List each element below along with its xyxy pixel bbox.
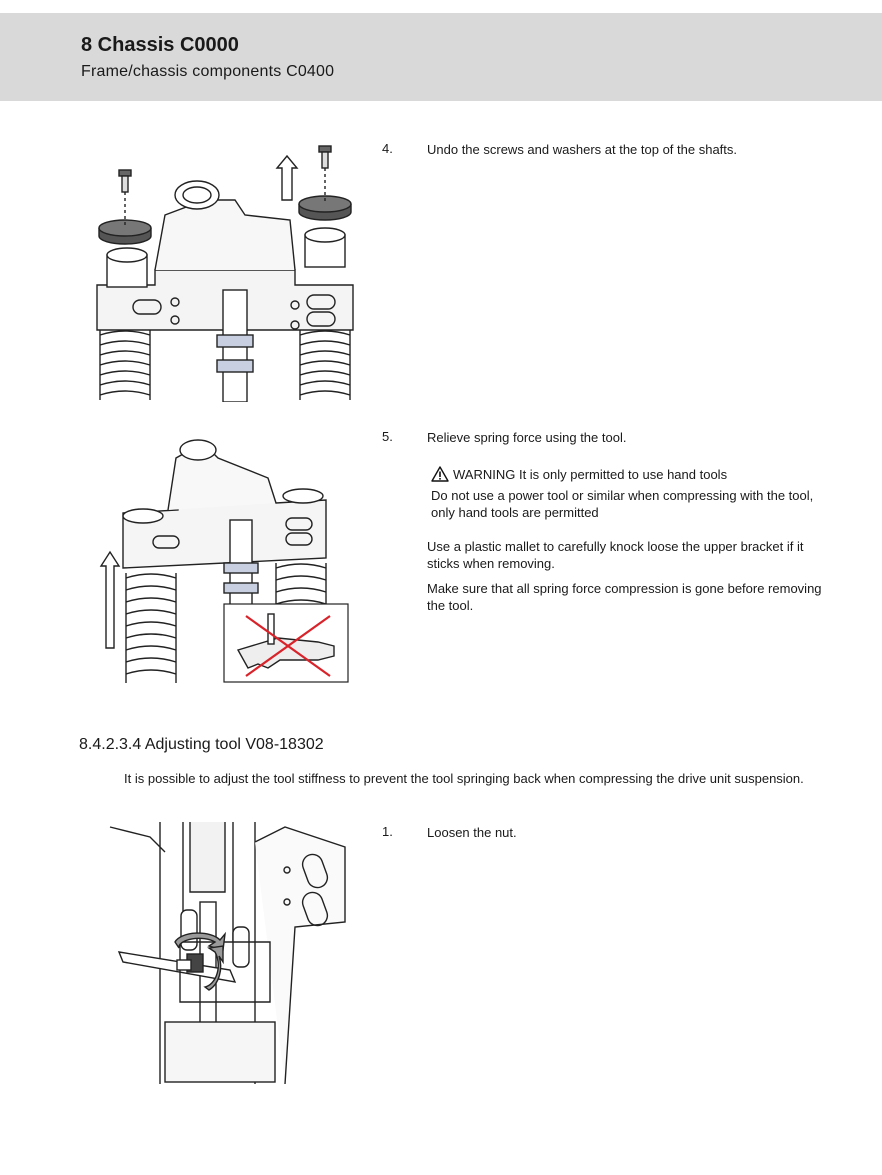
spring-left <box>100 330 150 400</box>
step-1-text: Loosen the nut. <box>427 825 517 840</box>
up-arrow <box>277 156 297 200</box>
step-5-number: 5. <box>382 429 393 444</box>
figure-relieve-spring <box>98 428 353 686</box>
step-4-number: 4. <box>382 141 393 156</box>
step-1-number: 1. <box>382 824 393 839</box>
spring-right <box>276 563 326 608</box>
warning-title-text: WARNING It is only permitted to use hand tools <box>453 466 728 482</box>
paragraph-spring-force: Make sure that all spring force compression is gone before removing the tool. <box>427 581 822 613</box>
subsection-intro: It is possible to adjust the tool stiffness to prevent the tool springing back when compressing the drive unit suspension. <box>124 771 804 786</box>
chapter-title: 8 Chassis C0000 <box>81 34 239 56</box>
step-5-text: Relieve spring force using the tool. <box>427 430 627 445</box>
warning-body: Do not use a power tool or similar when compressing with the tool, only hand tools are permitted <box>431 488 814 520</box>
warning-title <box>431 466 727 482</box>
spring-left <box>126 573 176 683</box>
spring-right <box>300 330 350 400</box>
figure-remove-screws <box>95 140 355 402</box>
step-4-text: Undo the screws and washers at the top of the shafts. <box>427 142 738 157</box>
subsection-heading: 8.4.2.3.4 Adjusting tool V08-18302 <box>79 736 324 753</box>
section-subtitle: Frame/chassis components C0400 <box>81 63 335 80</box>
nut <box>177 954 203 972</box>
warning-triangle-icon <box>431 466 449 482</box>
no-power-tool-inset <box>224 604 348 682</box>
figure-loosen-nut <box>105 822 350 1084</box>
up-arrow <box>101 552 119 648</box>
page-header <box>0 13 882 101</box>
paragraph-mallet: Use a plastic mallet to carefully knock loose the upper bracket if it sticks when removing. <box>427 539 804 571</box>
